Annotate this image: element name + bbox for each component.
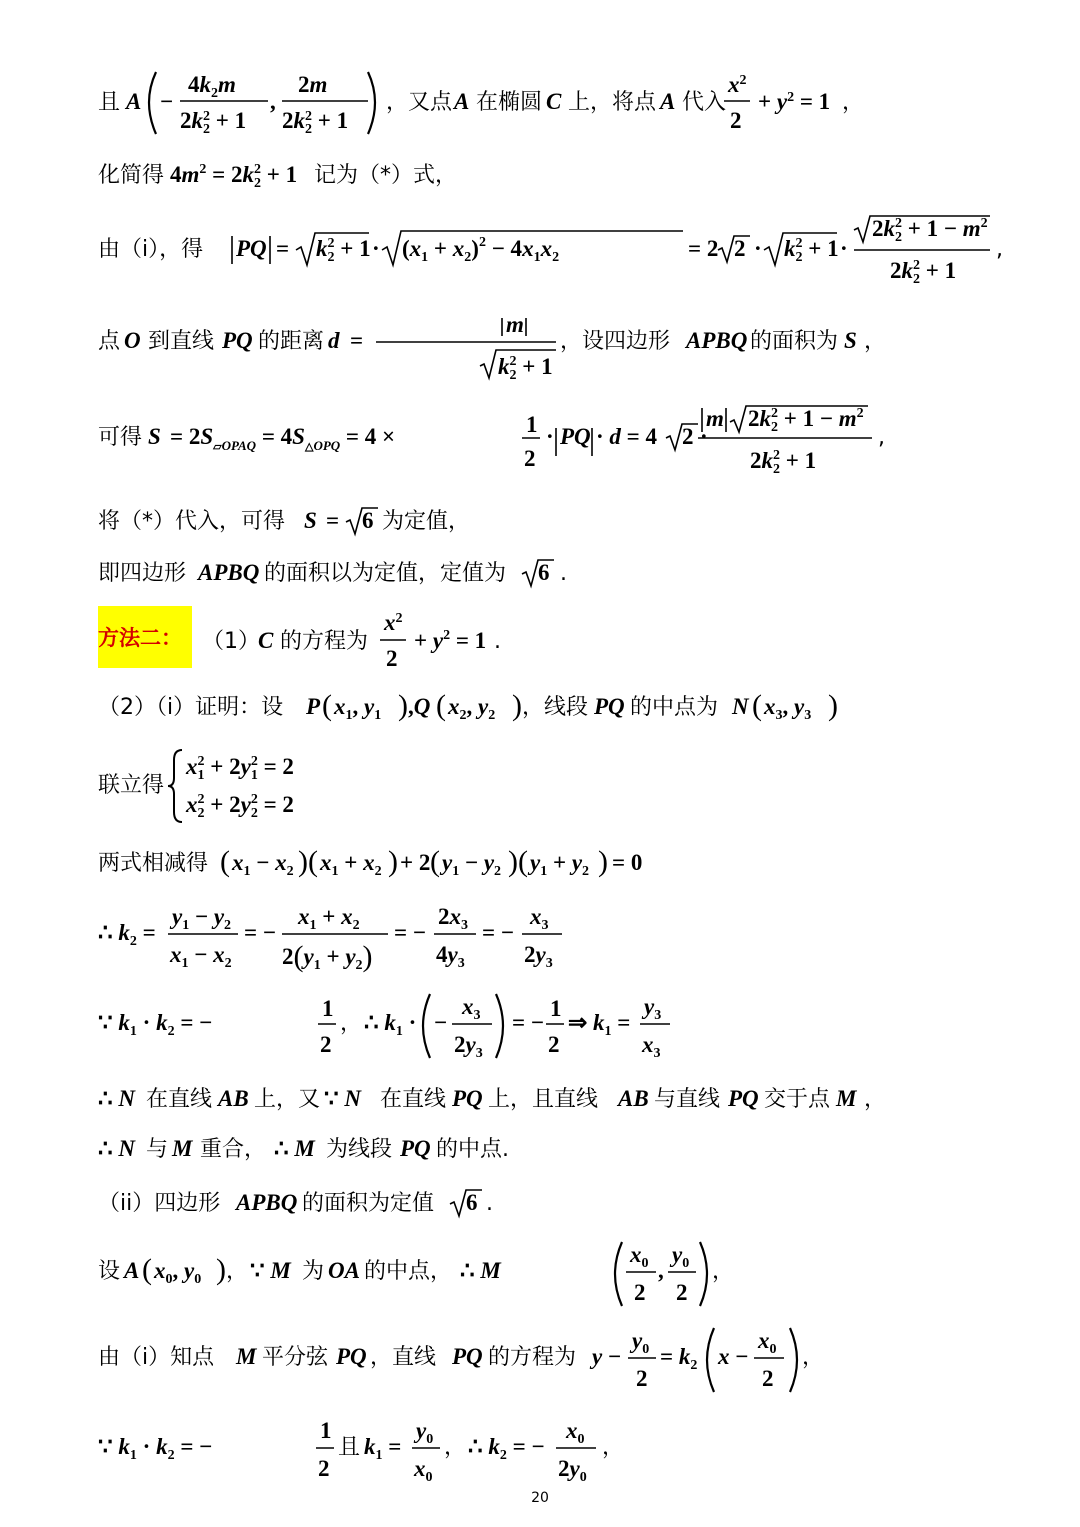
svg-text:x3, y3: $x_3$, $y_3$ <box>764 694 812 723</box>
svg-text:= k2: = $k_2$ <box>660 1344 698 1373</box>
svg-text:2: 2 <box>386 646 398 671</box>
svg-text:= 0: = 0 <box>612 850 643 875</box>
svg-text:，: ， <box>864 1087 887 1112</box>
svg-text:代入: 代入 <box>682 90 727 115</box>
svg-text:C: C <box>546 89 562 114</box>
svg-text:6: 6 <box>466 1190 478 1215</box>
svg-text:2: 2 <box>734 236 746 261</box>
svg-text:，: ， <box>842 90 865 115</box>
svg-text:y1 + y2: $y_1 + y_2$ <box>530 850 590 879</box>
svg-text:PQ: PQ <box>222 328 253 353</box>
svg-text:将（*）代入，可得: 将（*）代入，可得 <box>98 509 286 534</box>
svg-text:AB: AB <box>218 1086 249 1111</box>
svg-text:y0: $y_0$ <box>416 1418 434 1447</box>
svg-text:，: ， <box>602 1435 625 1460</box>
svg-text:k22 + 1: $k^2$ 2 + 1 <box>316 236 371 265</box>
svg-text:+ y2 = 1: + $y^2 = 1$ <box>758 89 831 114</box>
svg-text:且: 且 <box>98 90 121 115</box>
svg-text:=: = <box>350 328 364 353</box>
svg-text:S: S <box>148 424 161 449</box>
svg-text:∴ M: ∴ M <box>274 1136 315 1161</box>
svg-text:PQ: PQ <box>452 1086 483 1111</box>
svg-text:x22 + 2y22 = 2: $x^2$ $2 + 2y^2$ 2 = 2 <box>186 792 294 821</box>
formula-line-3 <box>98 212 1003 292</box>
svg-text:2k22 + 1: $2k^2$ 2 + 1 <box>750 448 817 477</box>
svg-text:A: A <box>454 89 470 114</box>
svg-text:设: 设 <box>98 1259 121 1284</box>
svg-text:4k2m: $4k_2m$ <box>188 72 236 101</box>
svg-text:∴ k1 ·: ∴ $k_1$ · <box>364 1010 417 1039</box>
svg-text:m: m <box>706 406 724 431</box>
svg-text:= 2: = 2 <box>688 236 719 261</box>
svg-text:APBQ: APBQ <box>686 328 748 353</box>
svg-text:2m: 2m <box>298 72 328 97</box>
formula-line-16 <box>98 1182 598 1222</box>
svg-text:PQ: PQ <box>400 1136 431 1161</box>
formula-line-8 <box>198 606 698 676</box>
svg-text:∵ k1 · k2 = −: ∵ $k_1 \cdot k_2$ = − <box>98 1010 213 1039</box>
svg-text:x3: $x_3$ <box>642 1032 661 1061</box>
svg-text:，: ， <box>864 329 887 354</box>
svg-text:x0, y0: $x_0$, $y_0$ <box>154 1258 202 1287</box>
svg-text:,: , <box>996 237 1003 262</box>
svg-text:S: S <box>304 508 317 533</box>
svg-text:APBQ: APBQ <box>198 560 260 585</box>
svg-text:x2, y2: $x_2$, $y_2$ <box>448 694 496 723</box>
svg-text:2: 2 <box>636 1366 648 1391</box>
svg-text:): ) <box>828 689 838 722</box>
svg-text:上，且直线: 上，且直线 <box>488 1087 599 1112</box>
formula-line-10 <box>98 746 498 830</box>
formula-line-13 <box>98 986 698 1066</box>
svg-text:，: ， <box>226 1259 249 1284</box>
svg-text:的面积以为定值，定值为: 的面积以为定值，定值为 <box>264 561 507 586</box>
svg-text:，: ， <box>712 1259 735 1284</box>
svg-text:): ) <box>216 1253 226 1286</box>
svg-text:⇒ k1 =: ⇒ $k_1$ = <box>568 1010 631 1039</box>
svg-text:2x3: $2x_3$ <box>438 904 468 933</box>
formula-line-19 <box>98 1412 698 1488</box>
svg-text:PQ: PQ <box>728 1086 759 1111</box>
method-two-label-text: 方法二： <box>98 626 182 650</box>
formula-line-9 <box>98 686 898 730</box>
page-number: 20 <box>531 1490 549 1506</box>
svg-text:PQ: PQ <box>594 694 625 719</box>
svg-text:x1, y1: $x_1$, $y_1$ <box>334 694 382 723</box>
svg-text:2y3: $2y_3$ <box>524 942 553 971</box>
svg-text:= −: = − <box>244 920 276 945</box>
svg-text:.: . <box>486 1191 493 1216</box>
svg-text:，又点: ，又点 <box>386 90 453 115</box>
svg-text:的面积为: 的面积为 <box>750 329 839 354</box>
svg-text:2: 2 <box>318 1456 330 1481</box>
svg-text:m: m <box>506 312 524 337</box>
svg-text:)(: )( <box>508 845 528 878</box>
svg-text:PQ: PQ <box>336 1344 367 1369</box>
svg-text:x2: $x^2$ <box>384 610 403 635</box>
svg-text:记为（*）式，: 记为（*）式， <box>314 163 458 188</box>
svg-text:，: ， <box>802 1345 825 1370</box>
svg-text:，线段: ，线段 <box>522 695 589 720</box>
svg-text:d: d <box>328 328 340 353</box>
svg-text:(: ( <box>142 1253 152 1286</box>
svg-text:6: 6 <box>362 508 374 533</box>
svg-text:2k22 + 1: $2k^2$ 2 + 1 <box>180 108 247 137</box>
svg-text:S: S <box>844 328 857 353</box>
svg-text:AB: AB <box>618 1086 649 1111</box>
svg-text:−: − <box>434 1010 448 1035</box>
svg-text:C: C <box>258 628 274 653</box>
svg-text:x0: $x_0$ <box>414 1456 433 1485</box>
svg-text:·: · <box>546 424 554 449</box>
svg-text:∴ N: ∴ N <box>98 1086 136 1111</box>
svg-text:y1 − y2: $y_1 - y_2$ <box>442 850 502 879</box>
svg-text:，: ， <box>340 1011 363 1036</box>
formula-line-12 <box>98 900 698 976</box>
svg-text:重合，: 重合， <box>200 1137 267 1162</box>
svg-text:PQ: PQ <box>560 424 591 449</box>
svg-text:∵ N: ∵ N <box>324 1086 362 1111</box>
svg-text:且: 且 <box>338 1435 361 1460</box>
svg-text:x3: $x_3$ <box>530 904 549 933</box>
svg-text:的距离: 的距离 <box>258 329 325 354</box>
svg-text:,: , <box>270 89 276 114</box>
svg-text:+ 2: + 2 <box>400 850 431 875</box>
svg-text:A: A <box>124 1258 140 1283</box>
svg-text:2: 2 <box>682 424 694 449</box>
svg-text:2: 2 <box>634 1280 646 1305</box>
svg-text:2k22 + 1 − m2: $2k^2$ $2 + 1 - m^2$ <box>872 216 988 245</box>
svg-text:的中点.: 的中点. <box>436 1137 509 1162</box>
svg-text:2(y1 + y2): $2(y_1 + y_2)$ <box>282 940 373 973</box>
svg-text:4y3: $4y_3$ <box>436 942 465 971</box>
svg-text:∴ M: ∴ M <box>460 1258 501 1283</box>
svg-text:A: A <box>126 89 142 114</box>
svg-text:(: ( <box>752 689 762 722</box>
svg-text:2: 2 <box>320 1032 332 1057</box>
svg-text:,: , <box>878 425 885 450</box>
svg-text:= −: = − <box>512 1010 544 1035</box>
svg-text:x1 − x2: $x_1 - x_2$ <box>170 942 232 971</box>
formula-line-4 <box>98 308 918 388</box>
formula-line-17 <box>98 1236 735 1312</box>
formula-line-18 <box>98 1322 858 1398</box>
svg-text:y1 − y2: $y_1 - y_2$ <box>172 904 232 933</box>
svg-text:，: ， <box>444 1435 467 1460</box>
svg-text:2: 2 <box>548 1032 560 1057</box>
svg-text:x1 + x2: $x_1 + x_2$ <box>298 904 360 933</box>
svg-text:(: ( <box>322 689 332 722</box>
svg-text:x −: x − <box>718 1344 749 1369</box>
svg-text:·: · <box>840 236 848 261</box>
svg-text:与: 与 <box>146 1137 169 1162</box>
svg-text:): ) <box>598 845 608 878</box>
svg-text:.: . <box>560 561 567 586</box>
svg-text:x0: $x_0$ <box>630 1242 649 1271</box>
formula-line-11 <box>98 842 798 886</box>
svg-text:2: 2 <box>676 1280 688 1305</box>
svg-text:的方程为: 的方程为 <box>488 1345 577 1370</box>
formula-line-14 <box>98 1080 938 1120</box>
svg-text:N: N <box>732 694 749 719</box>
svg-text:x2: $x^2$ <box>728 72 747 97</box>
svg-text:y0: $y_0$ <box>672 1242 690 1271</box>
svg-text:· d = 4: · d = 4 <box>596 424 658 449</box>
svg-text:x0: $x_0$ <box>566 1418 585 1447</box>
svg-text:): ) <box>388 845 398 878</box>
svg-text:A: A <box>660 89 676 114</box>
svg-text:两式相减得: 两式相减得 <box>98 851 209 876</box>
svg-text:2: 2 <box>730 108 742 133</box>
svg-text:交于点: 交于点 <box>764 1087 831 1112</box>
svg-text:PQ: PQ <box>452 1344 483 1369</box>
svg-text:1: 1 <box>526 412 538 437</box>
svg-text:x3: $x_3$ <box>462 994 481 1023</box>
svg-text:1: 1 <box>320 1418 332 1443</box>
svg-text:2: 2 <box>524 446 536 471</box>
svg-text:O: O <box>124 328 141 353</box>
svg-text:1: 1 <box>550 996 562 1021</box>
svg-text:到直线: 到直线 <box>148 329 215 354</box>
svg-text:·: · <box>754 236 762 261</box>
svg-text:∴ k2 = −: ∴ $k_2$ = − <box>468 1434 545 1463</box>
svg-text:的中点为: 的中点为 <box>630 695 719 720</box>
svg-text:4m2 = 2k22 + 1: $4m^2 = 2k^2$ 2 + 1 <box>170 162 298 191</box>
svg-text:M: M <box>236 1344 257 1369</box>
svg-text:APBQ: APBQ <box>236 1190 298 1215</box>
svg-text:1: 1 <box>322 996 334 1021</box>
svg-text:,: , <box>658 1258 664 1283</box>
svg-text:x0: $x_0$ <box>758 1328 777 1357</box>
svg-text:2k22 + 1: $2k^2$ 2 + 1 <box>282 108 349 137</box>
svg-text:6: 6 <box>538 560 550 585</box>
svg-text:（2）（i）证明：设: （2）（i）证明：设 <box>98 695 284 720</box>
svg-text:2k22 + 1: $2k^2$ 2 + 1 <box>890 258 957 287</box>
svg-text:x1 − x2: $x_1 - x_2$ <box>232 850 294 879</box>
svg-text:2k22 + 1 − m2: $2k^2$ $2 + 1 - m^2$ <box>748 406 864 435</box>
svg-text:y −: y − <box>592 1344 622 1369</box>
svg-text:x21 + 2y21 = 2: $x^2$ $1 + 2y^2$ 1 = 2 <box>186 754 294 783</box>
svg-text:为定值，: 为定值， <box>382 509 471 534</box>
svg-text:M: M <box>836 1086 857 1111</box>
svg-text:): ) <box>398 689 408 722</box>
svg-text:·: · <box>700 424 708 449</box>
svg-text:在直线: 在直线 <box>380 1087 447 1112</box>
svg-text:): ) <box>512 689 522 722</box>
svg-text:的面积为定值: 的面积为定值 <box>302 1191 435 1216</box>
svg-text:（ii）四边形: （ii）四边形 <box>98 1191 221 1216</box>
svg-text:2y0: $2y_0$ <box>558 1456 587 1485</box>
svg-text:即四边形: 即四边形 <box>98 561 187 586</box>
svg-text:P: P <box>306 694 321 719</box>
formula-line-2 <box>98 156 698 196</box>
svg-text:可得: 可得 <box>98 425 143 450</box>
svg-text:.: . <box>494 629 501 654</box>
svg-text:（1）: （1） <box>202 629 260 654</box>
svg-text:，设四边形: ，设四边形 <box>560 329 671 354</box>
formula-line-15 <box>98 1130 598 1170</box>
svg-text:为: 为 <box>302 1259 325 1284</box>
svg-text:∵ k1 · k2 = −: ∵ $k_1 \cdot k_2$ = − <box>98 1434 213 1463</box>
svg-text:= 2S▱OPAQ = 4S△OPQ = 4 ×: = $2S_▱OPAQ = 4S_\triangle OPQ = 4$ × <box>170 424 396 453</box>
formula-line-1 <box>98 62 978 142</box>
svg-text:上，又: 上，又 <box>254 1087 321 1112</box>
svg-text:为线段: 为线段 <box>326 1137 393 1162</box>
svg-text:化简得: 化简得 <box>98 163 165 188</box>
svg-text:M: M <box>172 1136 193 1161</box>
svg-text:−: − <box>160 89 174 114</box>
svg-text:x1 + x2: $x_1 + x_2$ <box>320 850 382 879</box>
svg-text:点: 点 <box>98 329 121 354</box>
svg-text:k22 + 1: $k^2$ 2 + 1 <box>498 354 553 383</box>
svg-text:(: ( <box>430 845 440 878</box>
svg-text:=: = <box>276 236 290 261</box>
svg-text:∵ M: ∵ M <box>250 1258 291 1283</box>
svg-text:在椭圆: 在椭圆 <box>476 90 543 115</box>
svg-text:k1 =: $k_1$ = <box>364 1434 402 1463</box>
formula-line-6 <box>98 500 598 540</box>
svg-text:(: ( <box>220 845 230 878</box>
svg-text:上，将点: 上，将点 <box>568 90 657 115</box>
svg-text:·: · <box>372 236 380 261</box>
svg-text:由（i），得: 由（i），得 <box>98 237 204 262</box>
svg-text:联立得: 联立得 <box>98 773 165 798</box>
svg-text:= −: = − <box>394 920 426 945</box>
svg-text:k22 + 1: $k^2$ 2 + 1 <box>784 236 839 265</box>
svg-text:∴ k2 =: ∴ $k_2$ = <box>98 920 156 949</box>
svg-text:)(: )( <box>298 845 318 878</box>
svg-text:的方程为: 的方程为 <box>280 629 369 654</box>
svg-text:∴ N: ∴ N <box>98 1136 136 1161</box>
svg-text:2y3: $2y_3$ <box>454 1032 483 1061</box>
svg-text:=: = <box>326 508 340 533</box>
svg-text:，直线: ，直线 <box>370 1345 437 1370</box>
svg-text:(x1 + x2)2 − 4x1x2: $(x_1 + x_2)^2 - 4x_1x_2$ <box>402 235 560 265</box>
svg-text:2: 2 <box>762 1366 774 1391</box>
svg-text:平分弦: 平分弦 <box>262 1345 329 1370</box>
svg-text:(: ( <box>436 689 446 722</box>
svg-text:与直线: 与直线 <box>654 1087 721 1112</box>
svg-text:PQ: PQ <box>236 236 267 261</box>
svg-text:y0: $y_0$ <box>632 1328 650 1357</box>
svg-text:= −: = − <box>482 920 514 945</box>
svg-text:OA: OA <box>328 1258 360 1283</box>
svg-text:y3: $y_3$ <box>644 994 662 1023</box>
svg-text:+ y2 = 1: + $y^2 = 1$ <box>414 628 487 653</box>
svg-text:,Q: ,Q <box>408 694 431 719</box>
svg-text:在直线: 在直线 <box>146 1087 213 1112</box>
svg-text:由（i）知点: 由（i）知点 <box>98 1345 215 1370</box>
formula-line-7 <box>98 552 698 592</box>
formula-line-5 <box>98 398 978 478</box>
svg-text:的中点，: 的中点， <box>364 1259 453 1284</box>
